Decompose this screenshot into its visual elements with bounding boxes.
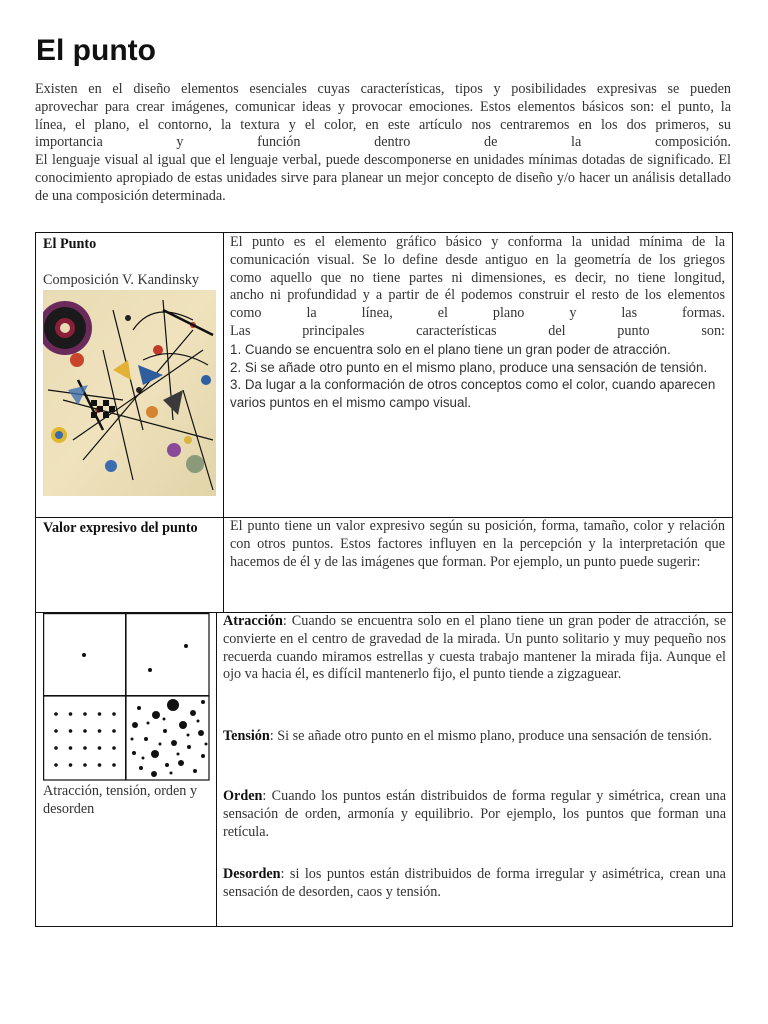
tension-panel [126,614,209,696]
grid-dot [69,729,73,733]
intro-line: aprovechar para crear imágenes, comunicar ideas y provocar emociones. Estos elementos básicos son: el punto, la [35,98,731,115]
row1-line: El punto es el elemento gráfico básico y conforma la unidad mínima de la [230,234,725,250]
row1-text [230,234,725,412]
grid-dot [83,729,87,733]
row1-heading: El Punto [43,236,97,252]
row3-definition-tension: Tensión: Si se añade otro punto en el mismo plano, produce una sensación de tensión. [223,728,712,744]
row2-heading: Valor expresivo del punto [43,520,198,536]
grid-dot [98,763,102,767]
term: Atracción [223,613,283,629]
row1-line: Las principales características del punto son: [230,322,725,339]
order-panel [44,696,126,780]
row3-definition-order: Orden: Cuando los puntos están distribuidos de forma regular y simétrica, crean una sensación de orden, armonía y equilibrio. Por ejemplo, los puntos que forman una retícula. [223,788,726,840]
grid-dot [69,746,73,750]
term: Orden [223,788,263,804]
intro-line: importancia y función dentro de la composición. [35,134,731,151]
row1-line: comunicación visual. Se lo define desde antiguo en la geometría de los griegos [230,251,725,268]
row2-text: El punto tiene un valor expresivo según su posición, forma, tamaño, color y relación con otros puntos. Estos factores influyen en la percepción y la interpretación que hacemos de él y de las imágenes que forman. Por ejemplo, un punto puede sugerir: [230,518,725,570]
term: Desorden [223,866,281,882]
intro-paragraph-2: El lenguaje visual al igual que el lenguaje verbal, puede descomponerse en unidades mínimas dotadas de significado. El conocimiento apropiado de estas unidades sirve para planear un mejor concepto de diseño y/o hacer un análisis detallado de una composición determinada. [35,152,731,204]
grid-dot [112,746,116,750]
grid-dot [69,712,73,716]
grid-dot [54,712,58,716]
dot-diagrams [43,613,210,781]
kandinsky-caption: Composición V. Kandinsky [43,272,199,288]
intro-line: línea, el plano, el contorno, la textura y el color, en este artículo nos centraremos en los dos primeros, su [35,116,731,133]
grid-dot [83,746,87,750]
grid-dot [112,712,116,716]
intro-text [35,81,731,206]
grid-dot [54,763,58,767]
characteristic-item: 3. Da lugar a la conformación de otros conceptos como el color, cuando aparecen varios puntos en el mismo campo visual. [230,377,716,411]
kandinsky-composition-image [43,290,216,496]
characteristic-item: 2. Si se añade otro punto en el mismo plano, produce una sensación de tensión. [230,359,708,375]
row1-line: como aquello que no tiene partes ni dimensiones, es decir, no tiene longitud, [230,269,725,286]
grid-dot [98,746,102,750]
page-title: El punto [36,34,156,67]
grid-dot [54,729,58,733]
row3-definition-disorder: Desorden: si los puntos están distribuidos de forma irregular y asimétrica, crean una sensación de desorden, caos y tensión. [223,866,726,900]
row1-line: ancho ni profundidad y a partir de él podemos construir el resto de los elementos [230,287,725,304]
grid-dot [83,763,87,767]
grid-dot [112,729,116,733]
characteristic-item: 1. Cuando se encuentra solo en el plano tiene un gran poder de atracción. [230,341,671,357]
grid-dot [112,763,116,767]
row1-line: como la línea, el plano y las formas. [230,305,725,322]
grid-dot [98,712,102,716]
row3-definition-attraction: Atracción: Cuando se encuentra solo en el plano tiene un gran poder de atracción, se convierte en el centro de gravedad de la mirada. Un punto solitario y muy pequeño nos recuerda cuando miramos estrellas y cuesta trabajo mantener la mirada fija. Aunque el ojo va hacia él, es difícil mantenerlo fijo, el punto tiende a zigzaguear. [223,613,726,683]
grid-dot [54,746,58,750]
intro-line: Existen en el diseño elementos esenciales cuyas características, tipos y posibilidades expresivas se pueden [35,81,731,97]
grid-dot [98,729,102,733]
grid-dot [83,712,87,716]
grid-dot [69,763,73,767]
dots-caption: Atracción, tensión, orden y desorden [43,783,198,817]
term: Tensión [223,728,270,744]
